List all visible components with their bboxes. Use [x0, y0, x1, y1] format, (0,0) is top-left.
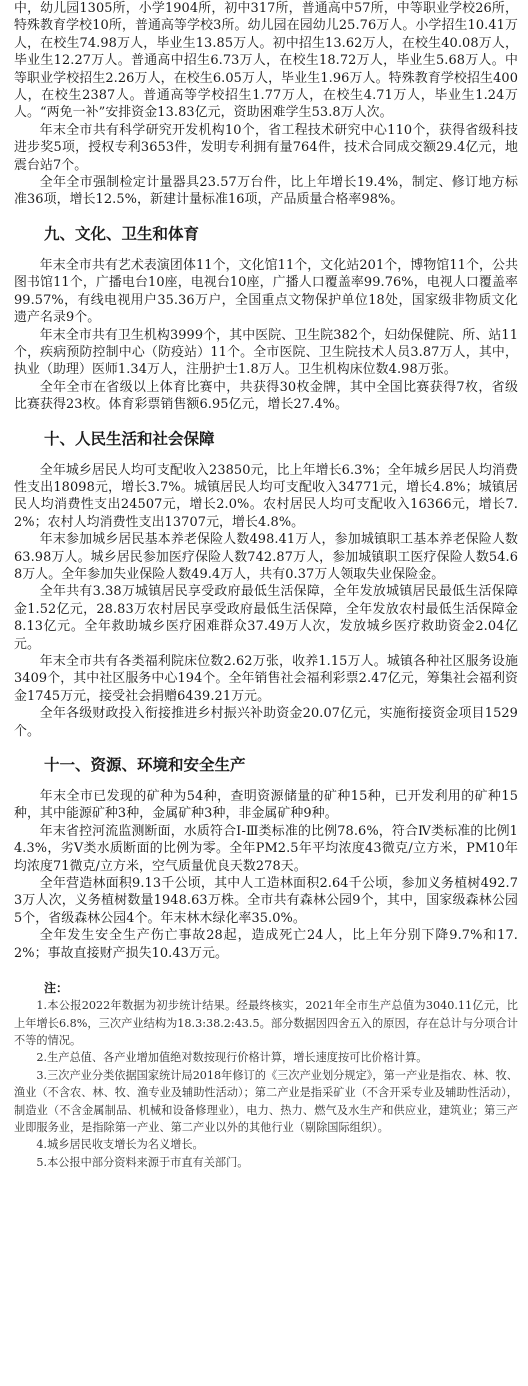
note-item: 3.三次产业分类依据国家统计局2018年修订的《三次产业划分规定》，第一产业是指农、林、牧、渔业（不含农、林、牧、渔专业及辅助性活动）；第二产业是指采矿业（不含开采专业及辅助性活动），制造业（不含金属制品、机械和设备修理业），电力、热力、燃气及水生产和供应业，建筑业；第三产业即服务业，是指除第一产业、第二产业以外的其他行业（剔除国际组织）。: [14, 1068, 518, 1134]
note-item: 2.生产总值、各产业增加值绝对数按现行价格计算，增长速度按可比价格计算。: [36, 1051, 428, 1065]
livelihood-security-section: [14, 428, 518, 741]
note-item: 5.本公报中部分资料来源于市直有关部门。: [36, 1155, 249, 1169]
rural-revitalization-paragraph: 全年各级财政投入衔接推进乡村振兴补助资金20.07亿元，实施衔接资金项目1529个。: [14, 706, 518, 739]
section-heading-culture: 九、文化、卫生和体育: [44, 224, 200, 243]
education-science-tail: [14, 0, 518, 209]
forestry-paragraph: 全年营造林面积9.13千公顷，其中人工造林面积2.64千公顷，参加义务植树492.73万人次，义务植树数量1948.63万株。全市共有森林公园9个，其中，国家级森林公园5个，省级森林公园4个。年末林木绿化率35.0%。: [14, 876, 518, 926]
note-item: 4.城乡居民收支增长为名义增长。: [36, 1138, 204, 1152]
science-paragraph: 年末全市共有科学研究开发机构10个，省工程技术研究中心110个，获得省级科技进步奖5项，授权专利3653件，发明专利拥有量764件，技术合同成交额29.4亿元，地震台站7个。: [14, 122, 518, 173]
notes-title: 注：: [44, 981, 69, 996]
metrology-paragraph: 全年全市强制检定计量器具23.57万台件，比上年增长19.4%，制定、修订地方标准36项，增长12.5%，新建计量标准16项，产品质量合格率98%。: [14, 175, 518, 208]
health-paragraph: 年末全市共有卫生机构3999个，其中医院、卫生院382个，妇幼保健院、所、站11个，疾病预防控制中心（防疫站）11个。全市医院、卫生院技术人员3.87万人，其中，执业（助理）医师1.34万人，注册护士1.8万人。卫生机构床位数4.98万张。: [14, 327, 518, 378]
culture-health-sports-section: [14, 223, 518, 414]
sports-paragraph: 全年全市在省级以上体育比赛中，共获得30枚金牌，其中全国比赛获得7枚，省级比赛获得23枚。体育彩票销售额6.95亿元，增长27.4%。: [14, 379, 518, 413]
resources-environment-section: [14, 754, 518, 962]
minerals-paragraph: 年末全市已发现的矿种为54种，查明资源储量的矿种15种，已开发利用的矿种15种，其中能源矿种3种，金属矿种3种，非金属矿种9种。: [14, 789, 518, 822]
safety-paragraph: 全年发生安全生产伤亡事故28起，造成死亡24人，比上年分别下降9.7%和17.2%；事故直接财产损失10.43万元。: [14, 928, 518, 961]
notes-section: [14, 980, 518, 1171]
section-heading-resources: 十一、资源、环境和安全生产: [44, 756, 246, 775]
water-air-paragraph: 年末省控河流监测断面，水质符合Ⅰ-Ⅲ类标准的比例78.6%，符合Ⅳ类标准的比例14.3%，劣Ⅴ类水质断面的比例为零。全年PM2.5年平均浓度43微克/立方米，PM10年均浓度71微克/立方米，空气质量优良天数278天。: [14, 823, 518, 874]
insurance-paragraph: 年末参加城乡居民基本养老保险人数498.41万人，参加城镇职工基本养老保险人数63.98万人。城乡居民参加医疗保险人数742.87万人，参加城镇职工医疗保险人数54.68万人。全年参加失业保险人数49.4万人，共有0.37万人领取失业保险金。: [14, 532, 518, 582]
culture-paragraph: 年末全市共有艺术表演团体11个，文化馆11个，文化站201个，博物馆11个，公共图书馆11个，广播电台10座，电视台10座，广播人口覆盖率99.76%，电视人口覆盖率99.57%，有线电视用户35.36万户，全国重点文物保护单位18处，国家级非物质文化遗产名录9个。: [14, 257, 518, 326]
note-item: 1.本公报2022年数据为初步统计结果。经最终核实，2021年全市生产总值为3040.11亿元，比上年增长6.8%，三次产业结构为18.3:38.2:43.5。部分数据因四舍五入的原因，存在总计与分项合计不等的情况。: [14, 999, 518, 1047]
section-heading-livelihood: 十、人民生活和社会保障: [44, 429, 215, 448]
income-paragraph: 全年城乡居民人均可支配收入23850元，比上年增长6.3%；全年城乡居民人均消费性支出18098元，增长3.7%。城镇居民人均可支配收入34771元，增长4.8%；城镇居民人均消费性支出24507元，增长2.0%。农村居民人均可支配收入16366元，增长7.2%；农村人均消费性支出13707元，增长4.8%。: [14, 462, 518, 530]
subsistence-paragraph: 全年共有3.38万城镇居民享受政府最低生活保障，全年发放城镇居民最低生活保障金1.52亿元，28.83万农村居民享受政府最低生活保障，全年发放农村最低生活保障金8.13亿元。全年救助城乡医疗困难群众37.49万人次，发放城乡医疗救助资金2.04亿元。: [14, 584, 518, 652]
education-paragraph: 中，幼儿园1305所，小学1904所，初中317所，普通高中57所，中等职业学校26所，特殊教育学校10所，普通高等学校3所。幼儿园在园幼儿25.76万人。小学招生10.41万人，在校生74.98万人，毕业生13.85万人。初中招生13.62万人，在校生40.08万人，毕业生12.27万人。普通高中招生6.73万人，在校生18.72万人，毕业生5.68万人。中等职业学校招生2.26万人，在校生6.05万人，毕业生1.96万人。特殊教育学校招生400人，在校生2387人。普通高等学校招生1.77万人，在校生4.71万人，毕业生1.24万人。“两免一补”安排资金13.83亿元，资助困难学生53.8万人次。: [14, 1, 518, 121]
welfare-paragraph: 年末全市共有各类福利院床位数2.62万张，收养1.15万人。城镇各种社区服务设施3409个，其中社区服务中心194个。全年销售社会福利彩票2.47亿元，筹集社会福利资金1745万元，接受社会捐赠6439.21万元。: [14, 654, 518, 704]
